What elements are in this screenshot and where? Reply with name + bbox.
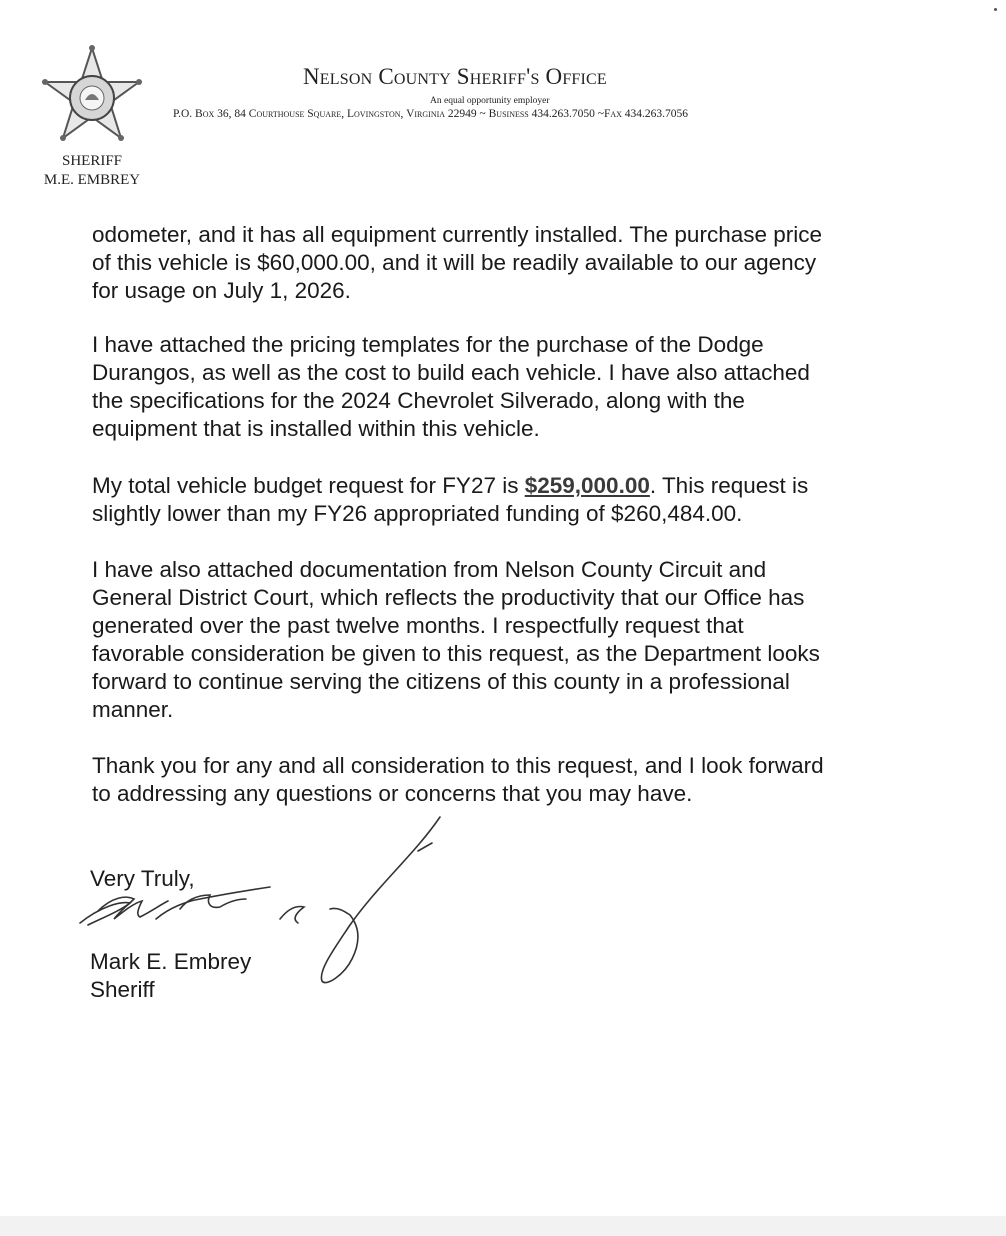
office-name: Nelson County Sheriff's Office <box>303 64 607 89</box>
paragraph-line: General District Court, which reflects the productivity that our Office has <box>92 585 805 610</box>
paragraph-line: I have attached the pricing templates for the purchase of the Dodge <box>92 332 764 357</box>
signer-block <box>90 948 251 1004</box>
budget-line-pre: My total vehicle budget request for FY27 is <box>92 473 525 498</box>
paragraph-line: to addressing any questions or concerns that you may have. <box>92 781 693 806</box>
paragraph-5 <box>92 752 912 808</box>
paragraph-line: of this vehicle is $60,000.00, and it will be readily available to our agency <box>92 250 817 275</box>
budget-line-post: . This request is <box>649 473 809 498</box>
budget-amount: $259,000.00 <box>524 473 650 498</box>
paragraph-line: forward to continue serving the citizens of this county in a professional <box>92 669 790 694</box>
signer-name: Mark E. Embrey <box>90 949 252 974</box>
paragraph-3-budget <box>92 472 912 528</box>
budget-line <box>92 472 912 500</box>
paragraph-2 <box>92 331 912 443</box>
paragraph-line: generated over the past twelve months. I respectfully request that <box>92 613 744 638</box>
paragraph-line: odometer, and it has all equipment currently installed. The purchase price <box>92 222 822 247</box>
sheriff-name: M.E. EMBREY <box>43 172 141 188</box>
paragraph-line: for usage on July 1, 2026. <box>92 278 351 303</box>
paragraph-line: slightly lower than my FY26 appropriated funding of $260,484.00. <box>92 501 743 526</box>
paragraph-1 <box>92 221 912 305</box>
scan-speck <box>994 8 997 11</box>
paragraph-line: Durangos, as well as the cost to build each vehicle. I have also attached <box>92 360 810 385</box>
page-bottom-edge <box>0 1216 1006 1236</box>
sheriff-star-badge-icon <box>38 44 146 152</box>
paragraph-4 <box>92 556 912 724</box>
paragraph-line: Thank you for any and all consideration to this request, and I look forward <box>92 753 824 778</box>
sheriff-title: SHERIFF <box>61 153 123 169</box>
paragraph-line: the specifications for the 2024 Chevrolet Silverado, along with the <box>92 388 745 413</box>
paragraph-line: favorable consideration be given to this request, as the Department looks <box>92 641 820 666</box>
signer-title: Sheriff <box>90 977 155 1002</box>
paragraph-line: manner. <box>92 697 174 722</box>
closing-salutation: Very Truly, <box>90 866 195 891</box>
paragraph-line: equipment that is installed within this vehicle. <box>92 416 540 441</box>
equal-opportunity-tagline: An equal opportunity employer <box>430 96 550 106</box>
paragraph-line: I have also attached documentation from Nelson County Circuit and <box>92 557 767 582</box>
office-address: P.O. Box 36, 84 Courthouse Square, Lovingston, Virginia 22949 ~ Business 434.263.7050 ~Fax 434.263.7056 <box>173 108 689 120</box>
